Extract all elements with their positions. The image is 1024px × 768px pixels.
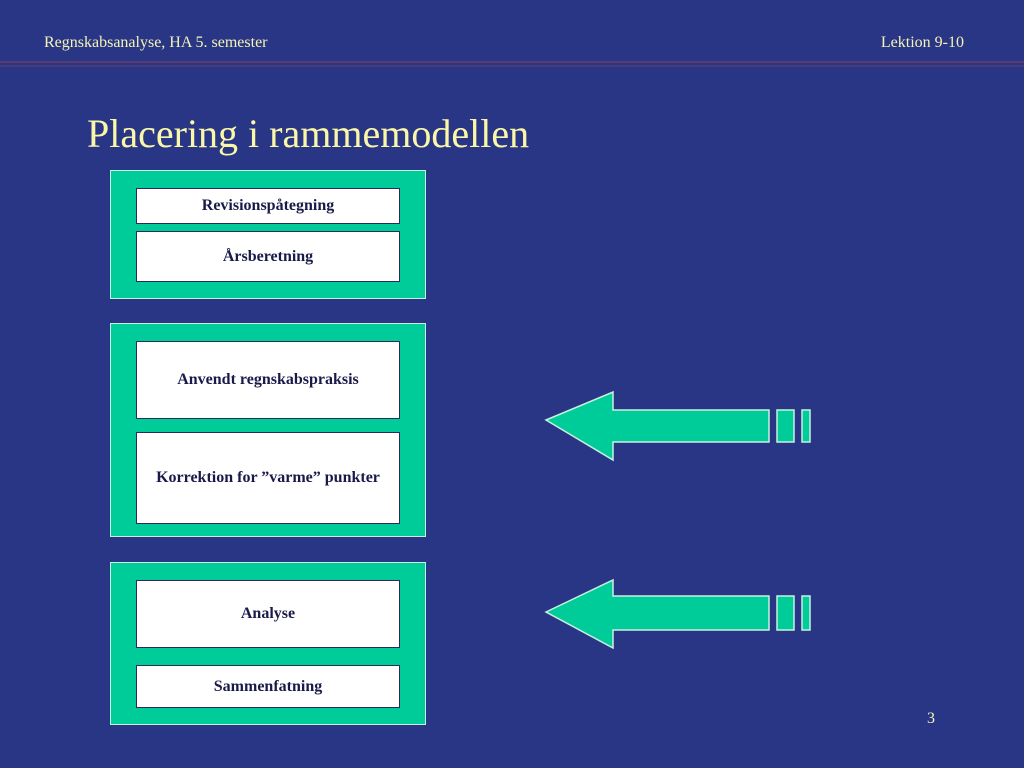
box-sammenfatning: Sammenfatning <box>136 665 400 708</box>
page-number: 3 <box>927 710 935 727</box>
box-revisionspategning: Revisionspåtegning <box>136 188 400 224</box>
slide-title: Placering i rammemodellen <box>87 111 530 156</box>
box-anvendt-regnskabspraksis: Anvendt regnskabspraksis <box>136 341 400 419</box>
header-lecture: Lektion 9-10 <box>880 34 964 51</box>
header-course: Regnskabsanalyse, HA 5. semester <box>44 34 268 51</box>
header-divider <box>0 65 1024 67</box>
box-analyse: Analyse <box>136 580 400 648</box>
panel-report-section <box>110 170 426 299</box>
panel-analysis-section <box>110 562 426 725</box>
box-arsberetning: Årsberetning <box>136 231 400 282</box>
header-divider <box>0 61 1024 63</box>
panel-accounting-section <box>110 323 426 537</box>
box-korrektion: Korrektion for ”varme” punkter <box>136 432 400 524</box>
arrow-left-icon <box>540 386 820 466</box>
arrow-left-icon <box>540 574 820 654</box>
